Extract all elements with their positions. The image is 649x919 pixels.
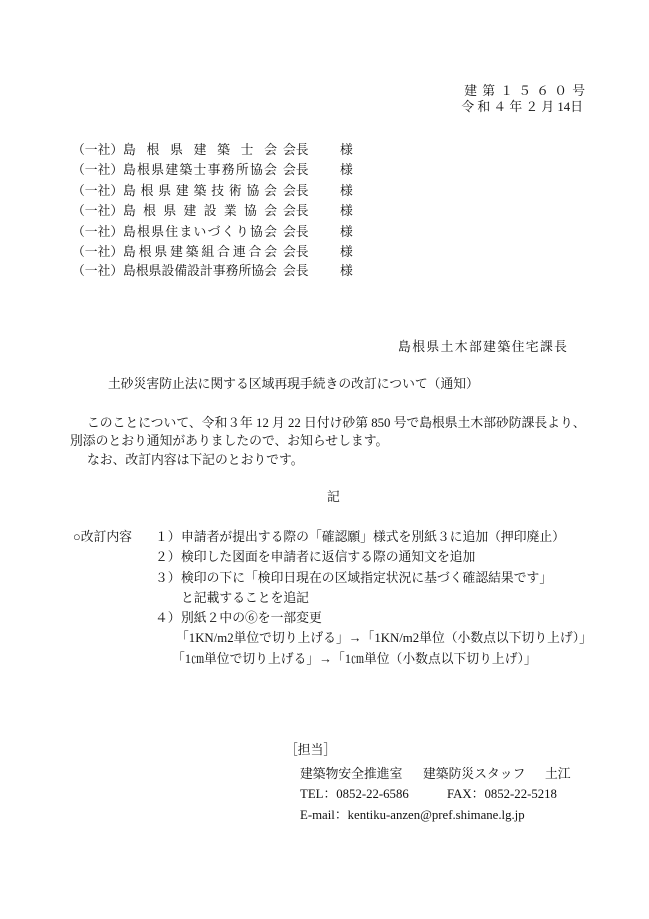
contact-fax: FAX：0852-22-5218	[447, 787, 557, 801]
subject-title: 土砂災害防止法に関する区域再現手続きの改訂について（通知）	[108, 377, 479, 391]
name-char: 県	[163, 204, 177, 218]
name-char: 合	[217, 245, 230, 259]
revision-text: 検印の下に「検印日現在の区域指定状況に基づく確認結果です」	[181, 571, 553, 585]
revision-text: 検印した図面を申請者に返信する際の通知文を追加	[181, 550, 476, 564]
name-char: く	[221, 225, 235, 239]
recipient-item	[72, 245, 372, 259]
recipient-prefix: （一社）	[72, 184, 124, 198]
name-char: 島	[123, 143, 136, 157]
name-char: 根	[140, 184, 154, 198]
contact-person: 土江	[545, 767, 571, 781]
name-char: 築	[217, 143, 230, 157]
name-char: 協	[244, 204, 257, 218]
recipient-item	[72, 264, 372, 278]
revision-number: １）	[155, 530, 181, 544]
contact-staff: 建築防災スタッフ	[423, 767, 526, 781]
revision-change-line: 「1㎝単位で切り上げる」→「1㎝単位（小数点以下切り上げ）」	[172, 652, 537, 666]
name-char: 県	[154, 245, 168, 259]
name-char: 会	[264, 264, 277, 278]
name-char: り	[235, 225, 249, 239]
name-char: 島	[123, 163, 136, 177]
name-char: 協	[249, 225, 263, 239]
name-char: 島	[123, 245, 136, 259]
revision-text: 申請者が提出する際の「確認願」様式を別紙３に追加（押印廃止）	[181, 530, 565, 544]
revision-text: 別紙２中の⑥を一部変更	[181, 611, 322, 625]
recipient-item	[72, 143, 372, 157]
recipient-title: 会長	[283, 184, 309, 198]
name-char: 建	[165, 163, 179, 177]
name-char: 会	[264, 225, 277, 239]
recipient-item	[72, 163, 372, 177]
name-char: 会	[264, 204, 277, 218]
name-char: 根	[143, 204, 156, 218]
recipient-prefix: （一社）	[72, 245, 124, 259]
document-date: 令 和 ４ 年 ２ 月 14日	[461, 100, 583, 114]
name-char: 築	[179, 163, 193, 177]
recipient-honorific: 様	[340, 184, 353, 198]
name-char: 事	[207, 163, 221, 177]
name-char: 所	[238, 264, 252, 278]
name-char: 根	[146, 143, 160, 157]
recipient-title: 会長	[283, 163, 309, 177]
recipient-prefix: （一社）	[72, 204, 124, 218]
name-char: 組	[201, 245, 215, 259]
recipient-item	[72, 225, 372, 239]
recipient-name	[123, 225, 277, 239]
recipient-honorific: 様	[340, 225, 353, 239]
recipient-title: 会長	[283, 245, 309, 259]
name-char: 士	[240, 143, 254, 157]
name-char: 県	[170, 143, 183, 157]
name-char: 住	[165, 225, 179, 239]
recipient-prefix: （一社）	[72, 225, 124, 239]
name-char: 技	[211, 184, 224, 198]
name-char: 事	[212, 264, 226, 278]
name-char: 業	[223, 204, 237, 218]
recipient-title: 会長	[283, 204, 309, 218]
name-char: 築	[185, 245, 199, 259]
revision-change-line: 「1KN/m2単位で切り上げる」→「1KN/m2単位（小数点以下切り上げ）」	[176, 631, 592, 645]
name-char: 士	[193, 163, 207, 177]
name-char: 設	[203, 204, 217, 218]
recipient-item	[72, 204, 372, 218]
name-char: 根	[137, 225, 150, 239]
recipient-honorific: 様	[340, 264, 353, 278]
revision-number: ３）	[155, 571, 181, 585]
name-char: 根	[137, 163, 150, 177]
name-char: 県	[151, 225, 165, 239]
name-char: 県	[151, 163, 165, 177]
name-char: 建	[175, 184, 189, 198]
contact-label: ［担当］	[285, 743, 337, 757]
revision-heading: ○改訂内容	[73, 530, 132, 544]
recipient-name	[123, 163, 277, 177]
name-char: 所	[235, 163, 249, 177]
recipient-prefix: （一社）	[72, 143, 124, 157]
sender: 島根県土木部建築住宅課長	[398, 340, 569, 354]
body-line: 別添のとおり通知がありましたので、お知らせします。	[70, 434, 389, 448]
name-char: 島	[123, 225, 136, 239]
revision-number: ２）	[155, 550, 181, 564]
recipient-title: 会長	[283, 264, 309, 278]
name-char: 建	[170, 245, 183, 259]
recipient-honorific: 様	[340, 163, 353, 177]
name-char: 設	[161, 264, 175, 278]
document-number: 建 第 １ ５ ６ ０ 号	[464, 84, 585, 98]
recipient-name	[123, 184, 277, 198]
name-char: 務	[225, 264, 239, 278]
name-char: 会	[264, 184, 277, 198]
ki-heading: 記	[327, 490, 340, 504]
name-char: 協	[249, 163, 263, 177]
name-char: 県	[148, 264, 162, 278]
name-char: 築	[193, 184, 207, 198]
name-char: 建	[193, 143, 207, 157]
name-char: づ	[207, 225, 221, 239]
recipient-name	[123, 264, 277, 278]
name-char: 合	[248, 245, 262, 259]
revision-text: と記載することを追記	[181, 591, 309, 605]
recipient-item	[72, 184, 372, 198]
recipient-title: 会長	[283, 225, 309, 239]
recipient-title: 会長	[283, 143, 309, 157]
name-char: 務	[221, 163, 235, 177]
recipient-honorific: 様	[340, 204, 353, 218]
name-char: ま	[179, 225, 193, 239]
name-char: 会	[264, 163, 277, 177]
name-char: 島	[123, 204, 136, 218]
revision-number: ４）	[155, 611, 181, 625]
name-char: 根	[138, 245, 152, 259]
contact-tel: TEL：0852-22-6586	[300, 787, 409, 801]
name-char: 島	[123, 184, 136, 198]
name-char: 県	[158, 184, 172, 198]
name-char: 備	[174, 264, 188, 278]
contact-office: 建築物安全推進室	[300, 767, 403, 781]
recipient-honorific: 様	[340, 245, 353, 259]
name-char: い	[193, 225, 207, 239]
name-char: 連	[232, 245, 246, 259]
name-char: 協	[246, 184, 260, 198]
name-char: 島	[123, 264, 136, 278]
recipient-prefix: （一社）	[72, 163, 124, 177]
name-char: 根	[135, 264, 149, 278]
name-char: 建	[183, 204, 197, 218]
body-line: このことについて、令和３年 12 月 22 日付け砂第 850 号で島根県土木部砂防課長より、	[87, 416, 586, 430]
name-char: 会	[264, 245, 277, 259]
name-char: 設	[187, 264, 200, 278]
name-char: 計	[199, 264, 213, 278]
recipient-honorific: 様	[340, 143, 353, 157]
recipient-name	[123, 245, 277, 259]
name-char: 協	[251, 264, 265, 278]
name-char: 会	[264, 143, 277, 157]
recipient-name	[123, 143, 277, 157]
recipient-prefix: （一社）	[72, 264, 124, 278]
name-char: 術	[228, 184, 242, 198]
contact-email: E-mail：kentiku-anzen@pref.shimane.lg.jp	[300, 808, 525, 822]
body-line: なお、改訂内容は下記のとおりです。	[87, 453, 304, 467]
recipient-name	[123, 204, 277, 218]
